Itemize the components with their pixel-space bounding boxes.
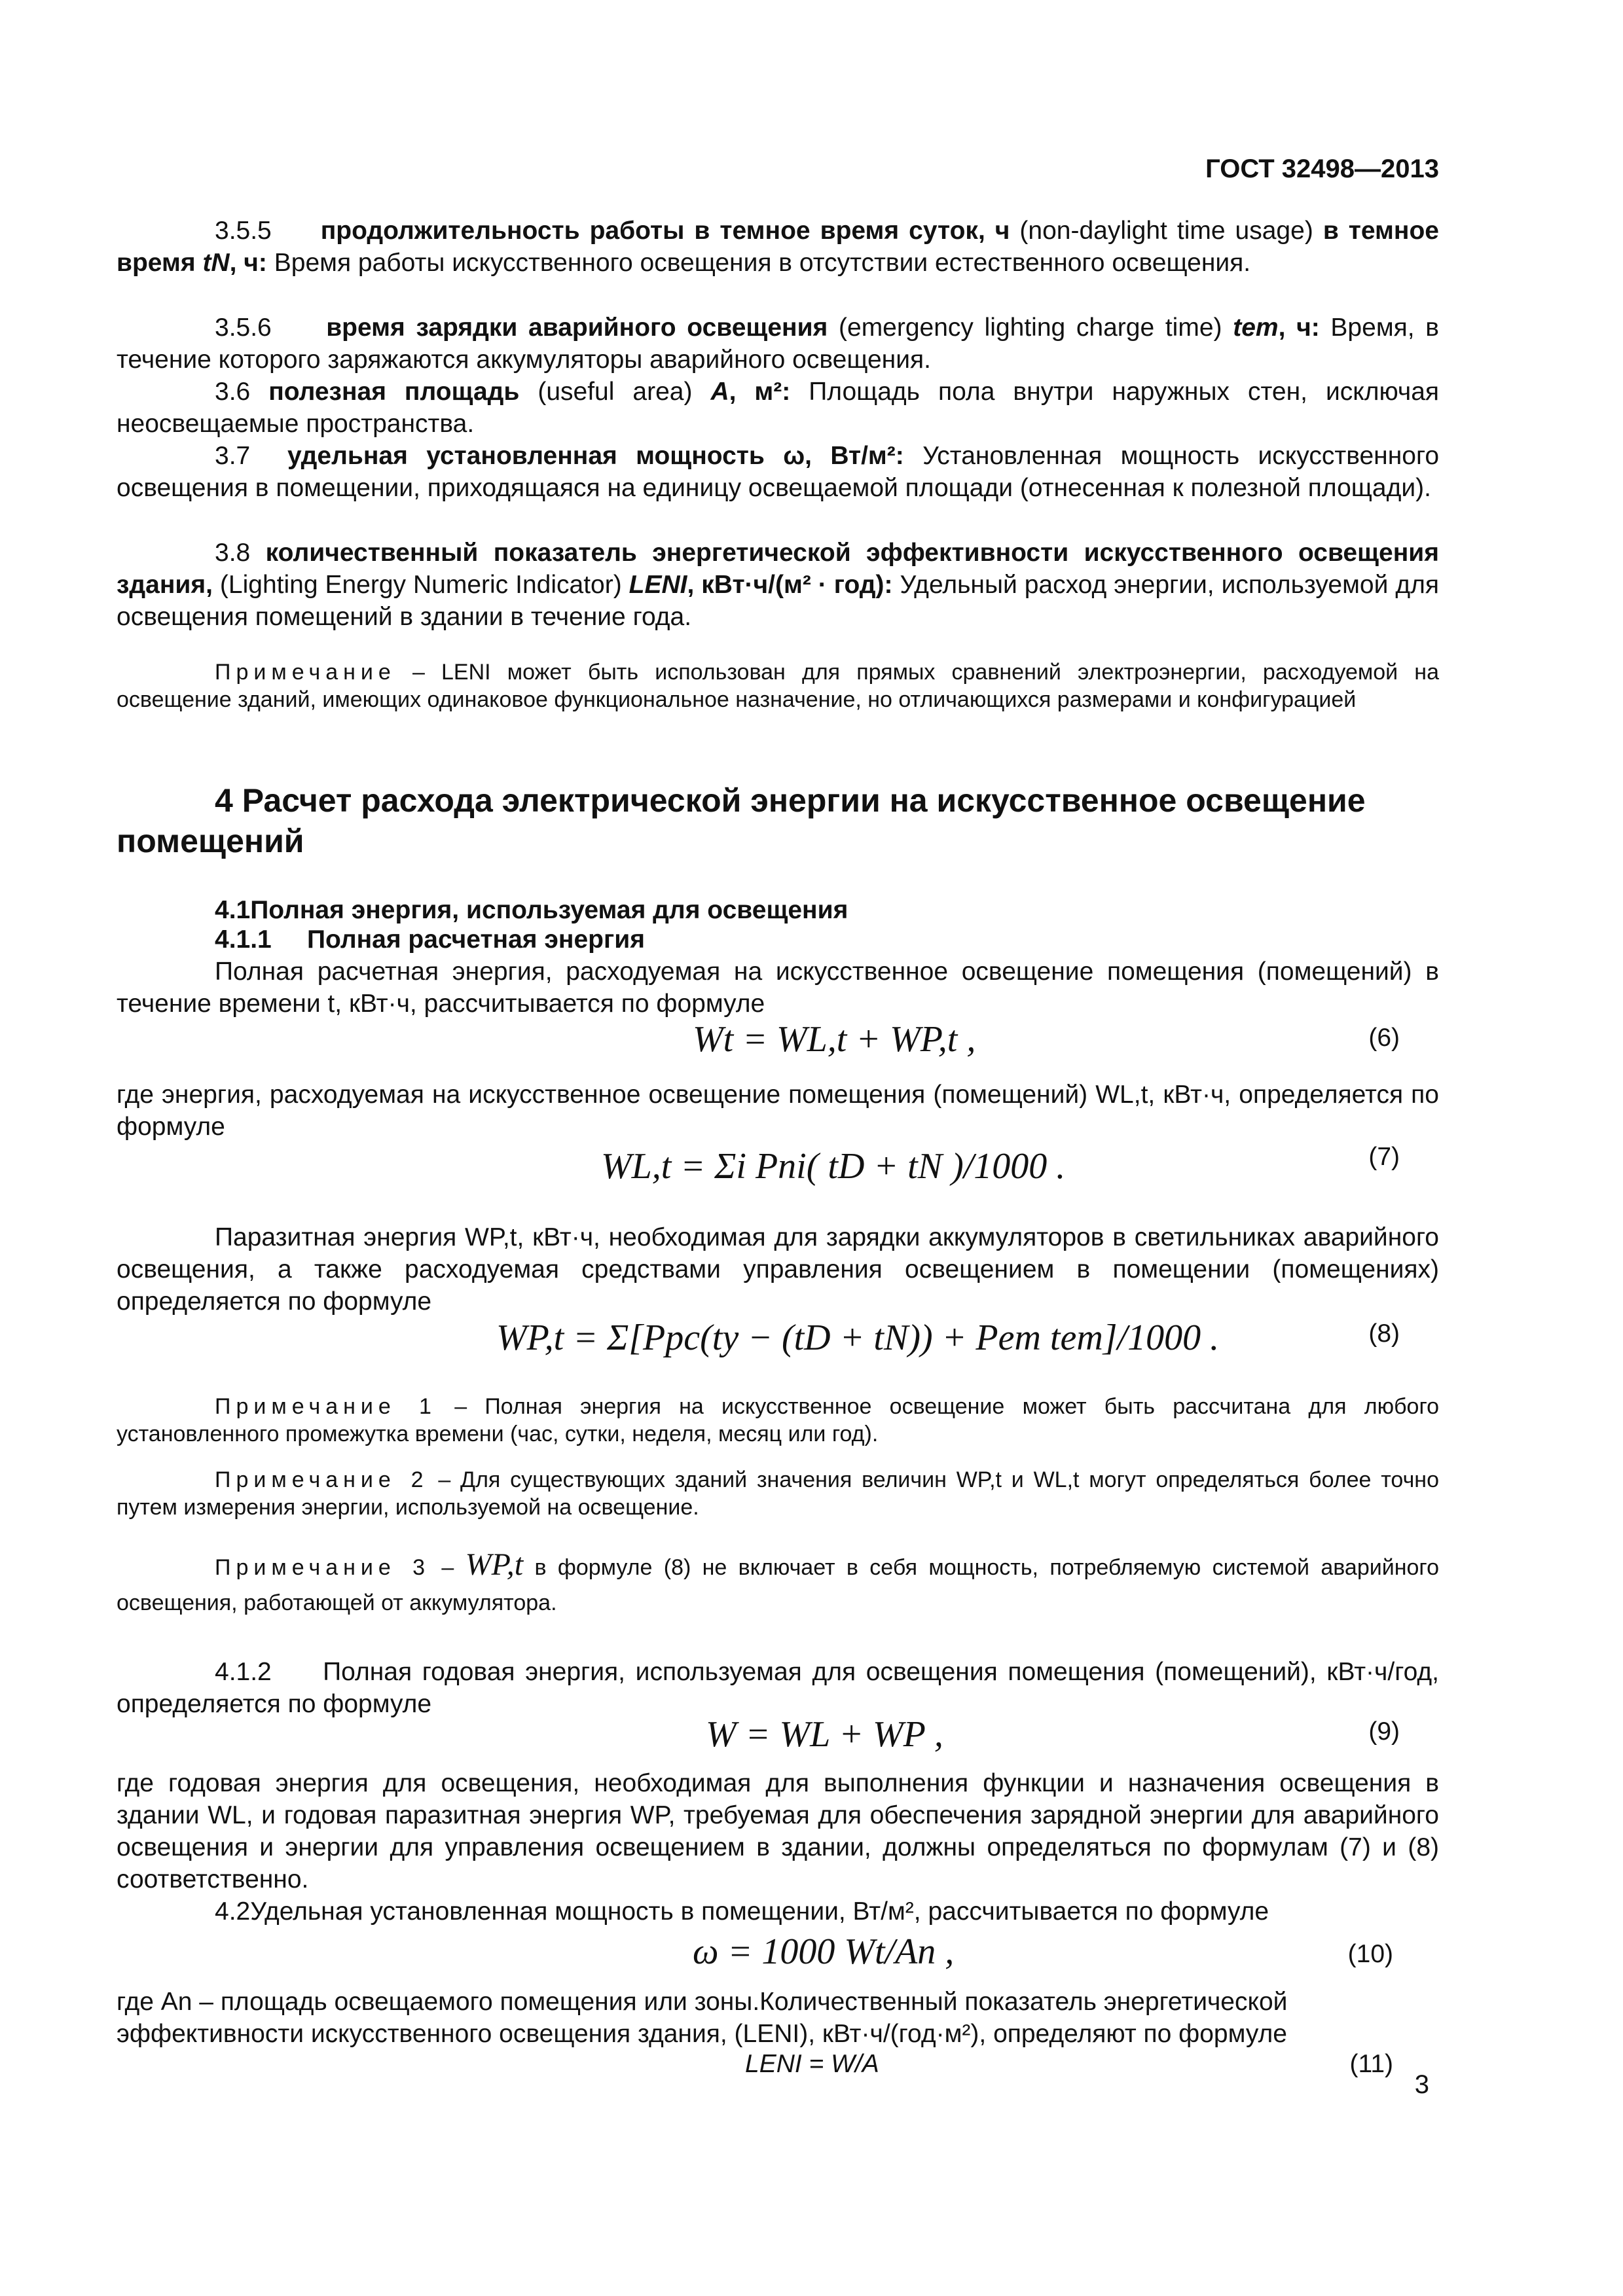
definition: Установленная мощность искусственного освещения в помещении, приходящаяся на единицу освещаемой площади (отнесенная к полезной площади). (117, 442, 1440, 502)
note-leni (117, 658, 1439, 713)
subsection-title: 4.1Полная энергия, используемая для освещения (215, 896, 848, 924)
unit: , ч: (1278, 314, 1320, 342)
formula-number: (11) (1349, 2050, 1393, 2078)
unit: , кВт·ч/(м² · год): (687, 571, 893, 599)
item-number: 3.6 (215, 378, 251, 406)
item-3-8 (117, 537, 1439, 633)
subsection-4-1 (117, 894, 1439, 1020)
term: время зарядки аварийного освещения (326, 314, 828, 342)
paragraph-2 (117, 1079, 1439, 1143)
term-en: (useful area) (538, 378, 693, 406)
term-en: (emergency lighting charge time) (839, 314, 1222, 342)
item-number: 3.8 (215, 539, 251, 567)
symbol: tem (1233, 314, 1279, 342)
formula-11 (117, 2050, 1393, 2083)
note-1 (117, 1393, 1439, 1448)
symbol: tN (202, 249, 230, 277)
term: полезная площадь (268, 378, 520, 406)
formula-number: (10) (1347, 1940, 1393, 1968)
formula-6 (117, 1018, 1439, 1066)
subsection-4-1-2 (117, 1656, 1439, 1720)
note-2 (117, 1466, 1439, 1521)
paragraph-5 (117, 1767, 1439, 1895)
formula-expression: Wt = WL,t + WP,t , (693, 1019, 976, 1060)
note-dash: – (441, 1555, 454, 1580)
section-4-heading (117, 780, 1439, 861)
unit: , ч: (229, 249, 267, 277)
note-label: Примечание 1 (215, 1394, 437, 1419)
formula-expression: W = WL + WP , (706, 1714, 943, 1755)
item-3-6 (117, 376, 1439, 440)
formula-number: (6) (1368, 1024, 1400, 1052)
formula-number: (9) (1368, 1717, 1400, 1746)
paragraph: где энергия, расходуемая на искусственное освещение помещения (помещений) WL,t, кВт·ч, определяется по формуле (117, 1081, 1439, 1141)
formula-expression: WL,t = Σi Pni( tD + tN )/1000 . (601, 1146, 1066, 1187)
formula-10 (117, 1931, 1439, 1978)
formula-number: (7) (1368, 1143, 1400, 1171)
note-text: в формуле (8) не включает в себя мощность, потребляемую системой аварийного освещения, работающей от аккумулятора. (117, 1555, 1439, 1615)
formula-8 (117, 1313, 1439, 1372)
item-number: 3.7 (215, 442, 251, 470)
definition: Время, в течение которого заряжаются аккумуляторы аварийного освещения. (117, 314, 1439, 374)
formula-expression: WP,t = Σ[Ppc(ty − (tD + tN)) + Pem tem]/1000 . (496, 1318, 1220, 1358)
term: количественный показатель энергетической эффективности искусственного освещения здания, (117, 539, 1439, 599)
symbol: A (710, 378, 729, 406)
symbol: LENI (629, 571, 687, 599)
subsection-title: Полная расчетная энергия (306, 925, 645, 954)
paragraph-3 (117, 1221, 1439, 1318)
term: удельная установленная мощность ω, Вт/м²: (287, 442, 904, 470)
paragraph: 4.2Удельная установленная мощность в помещении, Вт/м², рассчитывается по формуле (215, 1897, 1269, 1926)
note-text: – Для существующих зданий значения величин WP,t и WL,t могут определяться более точно путем измерения энергии, используемой на освещение. (117, 1467, 1439, 1520)
formula-expression: LENI = W/A (745, 2050, 879, 2078)
paragraph-6 (117, 1986, 1393, 2050)
section-title: 4 Расчет расхода электрической энергии на искусственное освещение помещений (117, 782, 1366, 859)
note-label: Примечание 2 (215, 1467, 429, 1492)
term: продолжительность работы в темное время суток, ч (320, 217, 1010, 245)
paragraph: Паразитная энергия WP,t, кВт·ч, необходимая для зарядки аккумуляторов в светильниках аварийного освещения, а также расходуемая средствами управления освещением в помещении (помещениях) определяется по формуле (117, 1223, 1439, 1316)
item-3-5-5 (117, 215, 1439, 279)
subsection-number: 4.1.2 (215, 1658, 272, 1686)
page-number: 3 (1414, 2070, 1429, 2099)
formula-9 (117, 1713, 1439, 1761)
note-label: Примечание (215, 660, 396, 685)
note-text: – LENI может быть использован для прямых сравнений электроэнергии, расходуемой на освещение зданий, имеющих одинаковое функциональное назначение, но отличающихся размерами и конфигурацией (117, 660, 1439, 712)
term-cont: в темное время (117, 217, 1439, 277)
note-text: – Полная энергия на искусственное освещение может быть рассчитана для любого установленного промежутка времени (час, сутки, неделя, месяц или год). (117, 1394, 1440, 1446)
formula-number: (8) (1368, 1319, 1400, 1348)
item-number: 3.5.5 (215, 217, 272, 245)
note-symbol: WP,t (465, 1547, 524, 1582)
term-en: (non-daylight time usage) (1019, 217, 1313, 245)
paragraph: где An – площадь освещаемого помещения или зоны.Количественный показатель энергетической эффективности искусственного освещения здания, (LENI), кВт·ч/(год·м²), определяют по формуле (117, 1988, 1288, 2048)
subsection-number: 4.1.1 (215, 925, 272, 954)
definition: Площадь пола внутри наружных стен, исключая неосвещаемые пространства. (117, 378, 1440, 438)
definition: Удельный расход энергии, используемой для освещения помещений в здании в течение года. (117, 571, 1439, 631)
item-number: 3.5.6 (215, 314, 272, 342)
paragraph: где годовая энергия для освещения, необходимая для выполнения функции и назначения освещения в здании WL, и годовая паразитная энергия WP, требуемая для обеспечения зарядной энергии для аварийного освещения и энергии для управления освещением в здании, должны определяться по формулам (7) и (8) соответственно. (117, 1769, 1439, 1893)
term-en: (Lighting Energy Numeric Indicator) (219, 571, 622, 599)
unit: , м²: (729, 378, 791, 406)
item-3-5-6 (117, 312, 1439, 376)
note-label: Примечание 3 (215, 1555, 431, 1580)
document-code: ГОСТ 32498—2013 (1205, 154, 1439, 183)
definition: Время работы искусственного освещения в отсутствии естественного освещения. (274, 249, 1251, 277)
formula-7 (117, 1139, 1439, 1204)
formula-expression: ω = 1000 Wt/An , (693, 1931, 955, 1972)
subsection-4-2 (117, 1895, 1439, 1928)
note-3 (117, 1547, 1439, 1621)
paragraph: Полная расчетная энергия, расходуемая на искусственное освещение помещения (помещений) в течение времени t, кВт·ч, рассчитывается по формуле (117, 958, 1439, 1018)
item-3-7 (117, 440, 1439, 504)
paragraph: Полная годовая энергия, используемая для освещения помещения (помещений), кВт·ч/год, определяется по формуле (117, 1658, 1439, 1718)
